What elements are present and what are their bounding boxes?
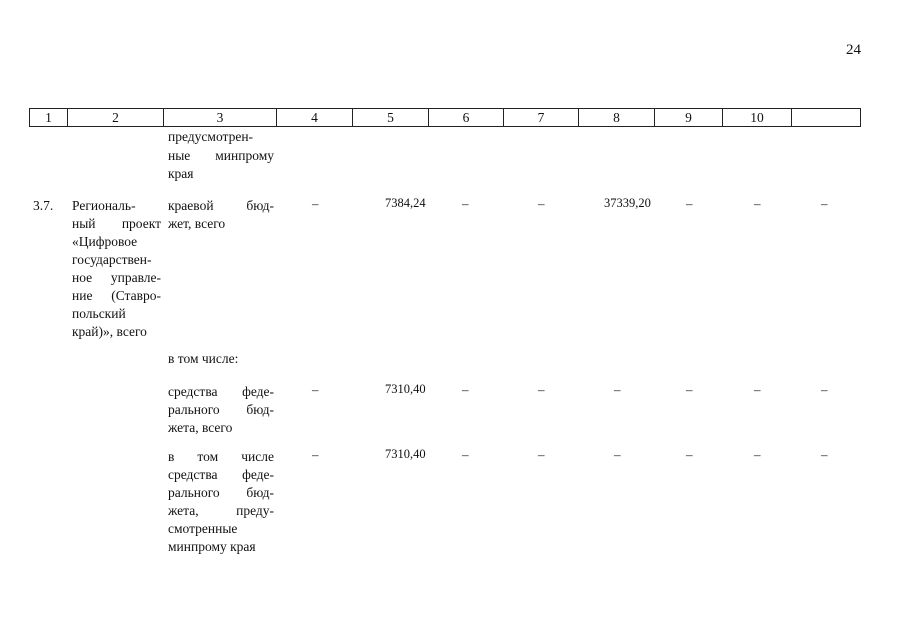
text-line: «Цифровое	[72, 234, 138, 249]
page-number: 24	[846, 42, 861, 58]
value-cell: –	[686, 447, 693, 462]
value-cell: –	[686, 382, 693, 397]
header-cell-1: 1	[29, 108, 68, 127]
header-cell-10: 10	[723, 108, 792, 127]
text-line: Региональ-	[72, 198, 136, 213]
source-line: рального бюд-	[168, 402, 274, 417]
value-cell: –	[754, 447, 761, 462]
source-line: средства феде-	[168, 467, 274, 482]
value-cell: –	[754, 382, 761, 397]
text-line: государствен-	[72, 252, 152, 267]
value-cell: –	[462, 447, 469, 462]
source-line: жет, всего	[168, 216, 226, 231]
value-cell: 7310,40	[385, 382, 426, 396]
source-line: смотренные	[168, 521, 238, 536]
header-cell-9: 9	[655, 108, 723, 127]
source-line: краевой бюд-	[168, 198, 274, 213]
value-cell: –	[312, 447, 319, 462]
text-line: ный проект	[72, 216, 161, 231]
value-cell: –	[686, 196, 693, 211]
text-line: края	[168, 166, 194, 181]
header-cell-4: 4	[277, 108, 353, 127]
header-cell-8: 8	[579, 108, 655, 127]
value-cell: –	[821, 196, 828, 211]
item-number: 3.7.	[33, 198, 54, 213]
header-cell-11	[792, 108, 861, 127]
source-line: средства феде-	[168, 384, 274, 399]
value-cell: –	[312, 382, 319, 397]
value-cell: –	[538, 382, 545, 397]
header-cell-6: 6	[429, 108, 504, 127]
source-line: рального бюд-	[168, 485, 274, 500]
header-cell-2: 2	[68, 108, 164, 127]
text-line: предусмотрен-	[168, 129, 254, 144]
value-cell: –	[538, 447, 545, 462]
value-cell: –	[538, 196, 545, 211]
header-cell-5: 5	[353, 108, 429, 127]
value-cell: –	[821, 382, 828, 397]
value-cell: 7310,40	[385, 447, 426, 461]
header-cell-3: 3	[164, 108, 277, 127]
source-line: жета, всего	[168, 420, 233, 435]
value-cell: –	[462, 196, 469, 211]
value-cell: –	[614, 447, 621, 462]
header-cell-7: 7	[504, 108, 579, 127]
text-line: ние (Ставро-	[72, 288, 161, 303]
value-cell: –	[754, 196, 761, 211]
text-line: край)», всего	[72, 324, 147, 339]
text-line: ное управле-	[72, 270, 161, 285]
text-line: ные минпрому	[168, 148, 274, 163]
value-cell: –	[821, 447, 828, 462]
text-line: польский	[72, 306, 126, 321]
source-line: жета, преду-	[168, 503, 274, 518]
value-cell: –	[312, 196, 319, 211]
source-line: в том числе:	[168, 351, 239, 366]
source-line: в том числе	[168, 449, 274, 464]
source-line: минпрому края	[168, 539, 256, 554]
value-cell: –	[614, 382, 621, 397]
value-cell: 37339,20	[604, 196, 651, 210]
value-cell: 7384,24	[385, 196, 426, 210]
value-cell: –	[462, 382, 469, 397]
